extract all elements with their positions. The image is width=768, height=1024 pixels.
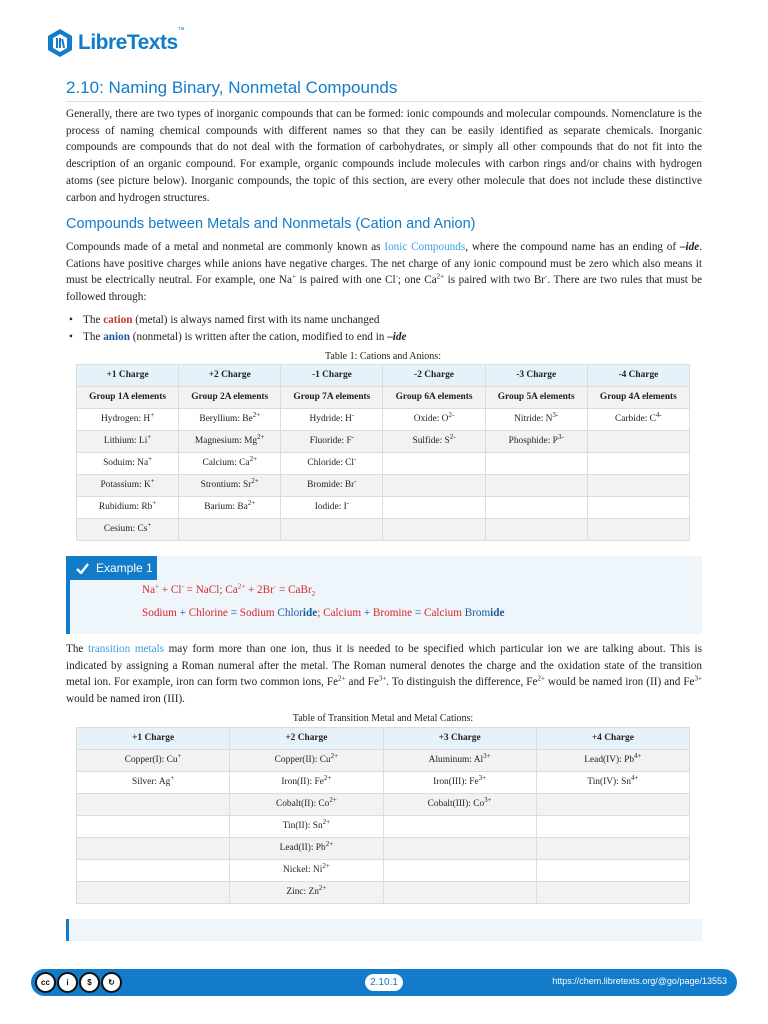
column-header: -2 Charge	[383, 365, 485, 387]
table-cell: Cobalt(II): $Co^{2+}$	[230, 794, 383, 816]
table-row	[77, 409, 690, 431]
table-cell: Fluoride: F-	[281, 431, 383, 453]
table-cell: Beryllium: $Be^{2+}$	[179, 409, 281, 431]
check-icon	[76, 563, 89, 574]
table-cell: Tin(II): $Sn^{2+}$	[230, 816, 383, 838]
example-box	[66, 556, 702, 634]
table-cell	[77, 838, 230, 860]
table-cell	[77, 816, 230, 838]
table-cell	[281, 519, 383, 541]
example-words: Sodium + Chlorine = Sodium Chloride; Calcium + Bromine = Calcium Bromide	[142, 607, 505, 619]
example-label: Example 1	[70, 556, 157, 580]
column-header: +1 Charge	[77, 365, 179, 387]
group-cell: Group 7A elements	[281, 387, 383, 409]
table-cell: Oxide: $O^{2-}$	[383, 409, 485, 431]
section-paragraph: Compounds made of a metal and nonmetal are commonly known as Ionic Compounds, where the compound name has an ending of –ide. Cations have positive charges while anions have negative charges. The net charge of any ionic compound must be zero which also means it must be electrically neutral. For example, one Na+ is paired with one Cl-; one $Ca^{2+}$ is paired with two Br-. There are two rules that must be followed through:	[66, 241, 702, 304]
table-cell: Iron(III): $Fe^{3+}$	[383, 772, 536, 794]
table-cell: Lead(II): $Pb^{2+}$	[230, 838, 383, 860]
table-row	[77, 794, 690, 816]
column-header: +4 Charge	[536, 728, 689, 750]
table-cell: Cobalt(III): $Co^{3+}$	[383, 794, 536, 816]
column-header: +2 Charge	[230, 728, 383, 750]
brand-name: LibreTexts™	[78, 27, 185, 54]
table-cell: Lithium: Li+	[77, 431, 179, 453]
table-cell	[536, 838, 689, 860]
page-title: 2.10: Naming Binary, Nonmetal Compounds	[66, 78, 702, 102]
column-header: +3 Charge	[383, 728, 536, 750]
libretexts-logo[interactable]	[46, 28, 184, 58]
table-cell: Zinc: $Zn^{2+}$	[230, 882, 383, 904]
example-equation: Na+ + Cl- = NaCl; $Ca^{2+} + 2Br^-$ = CaBr$_2$	[142, 582, 316, 599]
table-cell	[383, 453, 485, 475]
page-url[interactable]: https://chem.libretexts.org/@go/page/13553	[552, 976, 727, 986]
column-header: -1 Charge	[281, 365, 383, 387]
table-cell: Silver: Ag+	[77, 772, 230, 794]
table-cell	[587, 475, 689, 497]
table2-caption: Table of Transition Metal and Metal Cations:	[292, 713, 474, 724]
table-cell	[485, 475, 587, 497]
table-cell: Tin(IV): $Sn^{4+}$	[536, 772, 689, 794]
table-row	[77, 772, 690, 794]
column-header: +2 Charge	[179, 365, 281, 387]
table-cell: Nitride: $N^{3-}$	[485, 409, 587, 431]
intro-paragraph: Generally, there are two types of inorganic compounds that can be formed: ionic compounds and molecular compounds. Nomenclature is the process of naming chemical compounds with different names so that they can be easily identified as separate chemicals. Inorganic compounds are compounds that do not deal with the formation of carbohydrates, or simply all other compounds that do not fit into the description of an organic compound. For example, organic compounds include molecules with carbon rings and/or chains with hydrogen atoms (see picture below). Inorganic compounds, the topic of this section, are every other molecule that does not include these distinctive carbon and hydrogen structures.	[66, 108, 702, 204]
table-row	[77, 519, 690, 541]
nc-icon[interactable]: $	[79, 972, 100, 993]
table-cell: Hydride: H-	[281, 409, 383, 431]
table-cell	[383, 519, 485, 541]
table-cell	[485, 519, 587, 541]
table-cell: Magnesium: $Mg^{2+}$	[179, 431, 281, 453]
table-cell	[485, 497, 587, 519]
cations-anions-table	[76, 364, 690, 541]
footer-bar	[31, 969, 737, 996]
transition-paragraph: The transition metals may form more than one ion, thus it is needed to be specified which particular ion we are talking about. This is indicated by assigning a Roman numeral after the metal. The Roman numeral denotes the charge and the oxidation state of the transition metal ion. For example, iron can form two common ions, $Fe^{2+}$ and $Fe^{3+}$. To distinguish the difference, $Fe^{2+}$ would be named iron (II) and $Fe^{3+}$ would be named iron (III).	[66, 643, 702, 706]
list-item: • The anion (nonmetal) is written after the cation, modified to end in –ide	[83, 329, 406, 346]
table-cell: Calcium: $Ca^{2+}$	[179, 453, 281, 475]
table-row	[77, 431, 690, 453]
table-row	[77, 860, 690, 882]
table-cell	[485, 453, 587, 475]
group-row	[77, 387, 690, 409]
table-row	[77, 838, 690, 860]
table-cell: Sulfide: $S^{2-}$	[383, 431, 485, 453]
table-row	[77, 497, 690, 519]
table-header-row	[77, 728, 690, 750]
table-cell: Rubidium: Rb+	[77, 497, 179, 519]
table-row	[77, 882, 690, 904]
rules-list	[83, 312, 406, 345]
table-cell: Strontium: $Sr^{2+}$	[179, 475, 281, 497]
table-cell: Carbide: $C^{4-}$	[587, 409, 689, 431]
table1-caption: Table 1: Cations and Anions:	[325, 351, 441, 362]
table-cell: Bromide: Br-	[281, 475, 383, 497]
by-icon[interactable]: i	[57, 972, 78, 993]
table-cell	[383, 816, 536, 838]
table-cell	[383, 497, 485, 519]
table-cell: Lead(IV): $Pb^{4+}$	[536, 750, 689, 772]
table-cell: Iodide: I-	[281, 497, 383, 519]
table-cell: Chloride: Cl-	[281, 453, 383, 475]
table-row	[77, 453, 690, 475]
collapsed-box	[66, 919, 702, 941]
table-cell	[536, 794, 689, 816]
table-cell: Cesium: Cs+	[77, 519, 179, 541]
group-cell: Group 4A elements	[587, 387, 689, 409]
table-cell	[587, 431, 689, 453]
column-header: +1 Charge	[77, 728, 230, 750]
table-cell	[587, 519, 689, 541]
page-number: 2.10.1	[365, 974, 403, 991]
table-cell	[587, 453, 689, 475]
transition-metals-table	[76, 727, 690, 904]
table-cell	[77, 794, 230, 816]
table-cell: Copper(I): Cu+	[77, 750, 230, 772]
table-cell: Iron(II): $Fe^{2+}$	[230, 772, 383, 794]
cc-license-icons[interactable]	[35, 972, 122, 993]
table-cell: Potassium: K+	[77, 475, 179, 497]
table-cell	[383, 838, 536, 860]
table-cell	[536, 816, 689, 838]
table-row	[77, 750, 690, 772]
table-cell	[383, 475, 485, 497]
table-cell: Phosphide: $P^{3-}$	[485, 431, 587, 453]
table-cell	[383, 882, 536, 904]
table-row	[77, 816, 690, 838]
table-cell: Aluminum: $Al^{3+}$	[383, 750, 536, 772]
table-cell: Copper(II): $Cu^{2+}$	[230, 750, 383, 772]
group-cell: Group 1A elements	[77, 387, 179, 409]
sa-icon[interactable]: ↻	[101, 972, 122, 993]
table-cell	[383, 860, 536, 882]
table-row	[77, 475, 690, 497]
table-cell	[536, 882, 689, 904]
table-cell: Barium: $Ba^{2+}$	[179, 497, 281, 519]
transition-metals-link[interactable]: transition metals	[87, 643, 165, 655]
group-cell: Group 5A elements	[485, 387, 587, 409]
table-cell	[77, 860, 230, 882]
table-cell	[179, 519, 281, 541]
table-cell	[77, 882, 230, 904]
column-header: -4 Charge	[587, 365, 689, 387]
column-header: -3 Charge	[485, 365, 587, 387]
cc-icon[interactable]: cc	[35, 972, 56, 993]
table-cell: Hydrogen: H+	[77, 409, 179, 431]
ionic-compounds-link[interactable]: Ionic Compounds	[384, 241, 466, 253]
list-item: • The cation (metal) is always named first with its name unchanged	[83, 312, 406, 329]
table-cell	[587, 497, 689, 519]
table-cell: Soduim: Na+	[77, 453, 179, 475]
table-cell: Nickel: $Ni^{2+}$	[230, 860, 383, 882]
section-heading: Compounds between Metals and Nonmetals (Cation and Anion)	[66, 216, 476, 232]
table-header-row	[77, 365, 690, 387]
group-cell: Group 6A elements	[383, 387, 485, 409]
table-cell	[536, 860, 689, 882]
group-cell: Group 2A elements	[179, 387, 281, 409]
libretexts-logo-icon	[46, 28, 74, 58]
